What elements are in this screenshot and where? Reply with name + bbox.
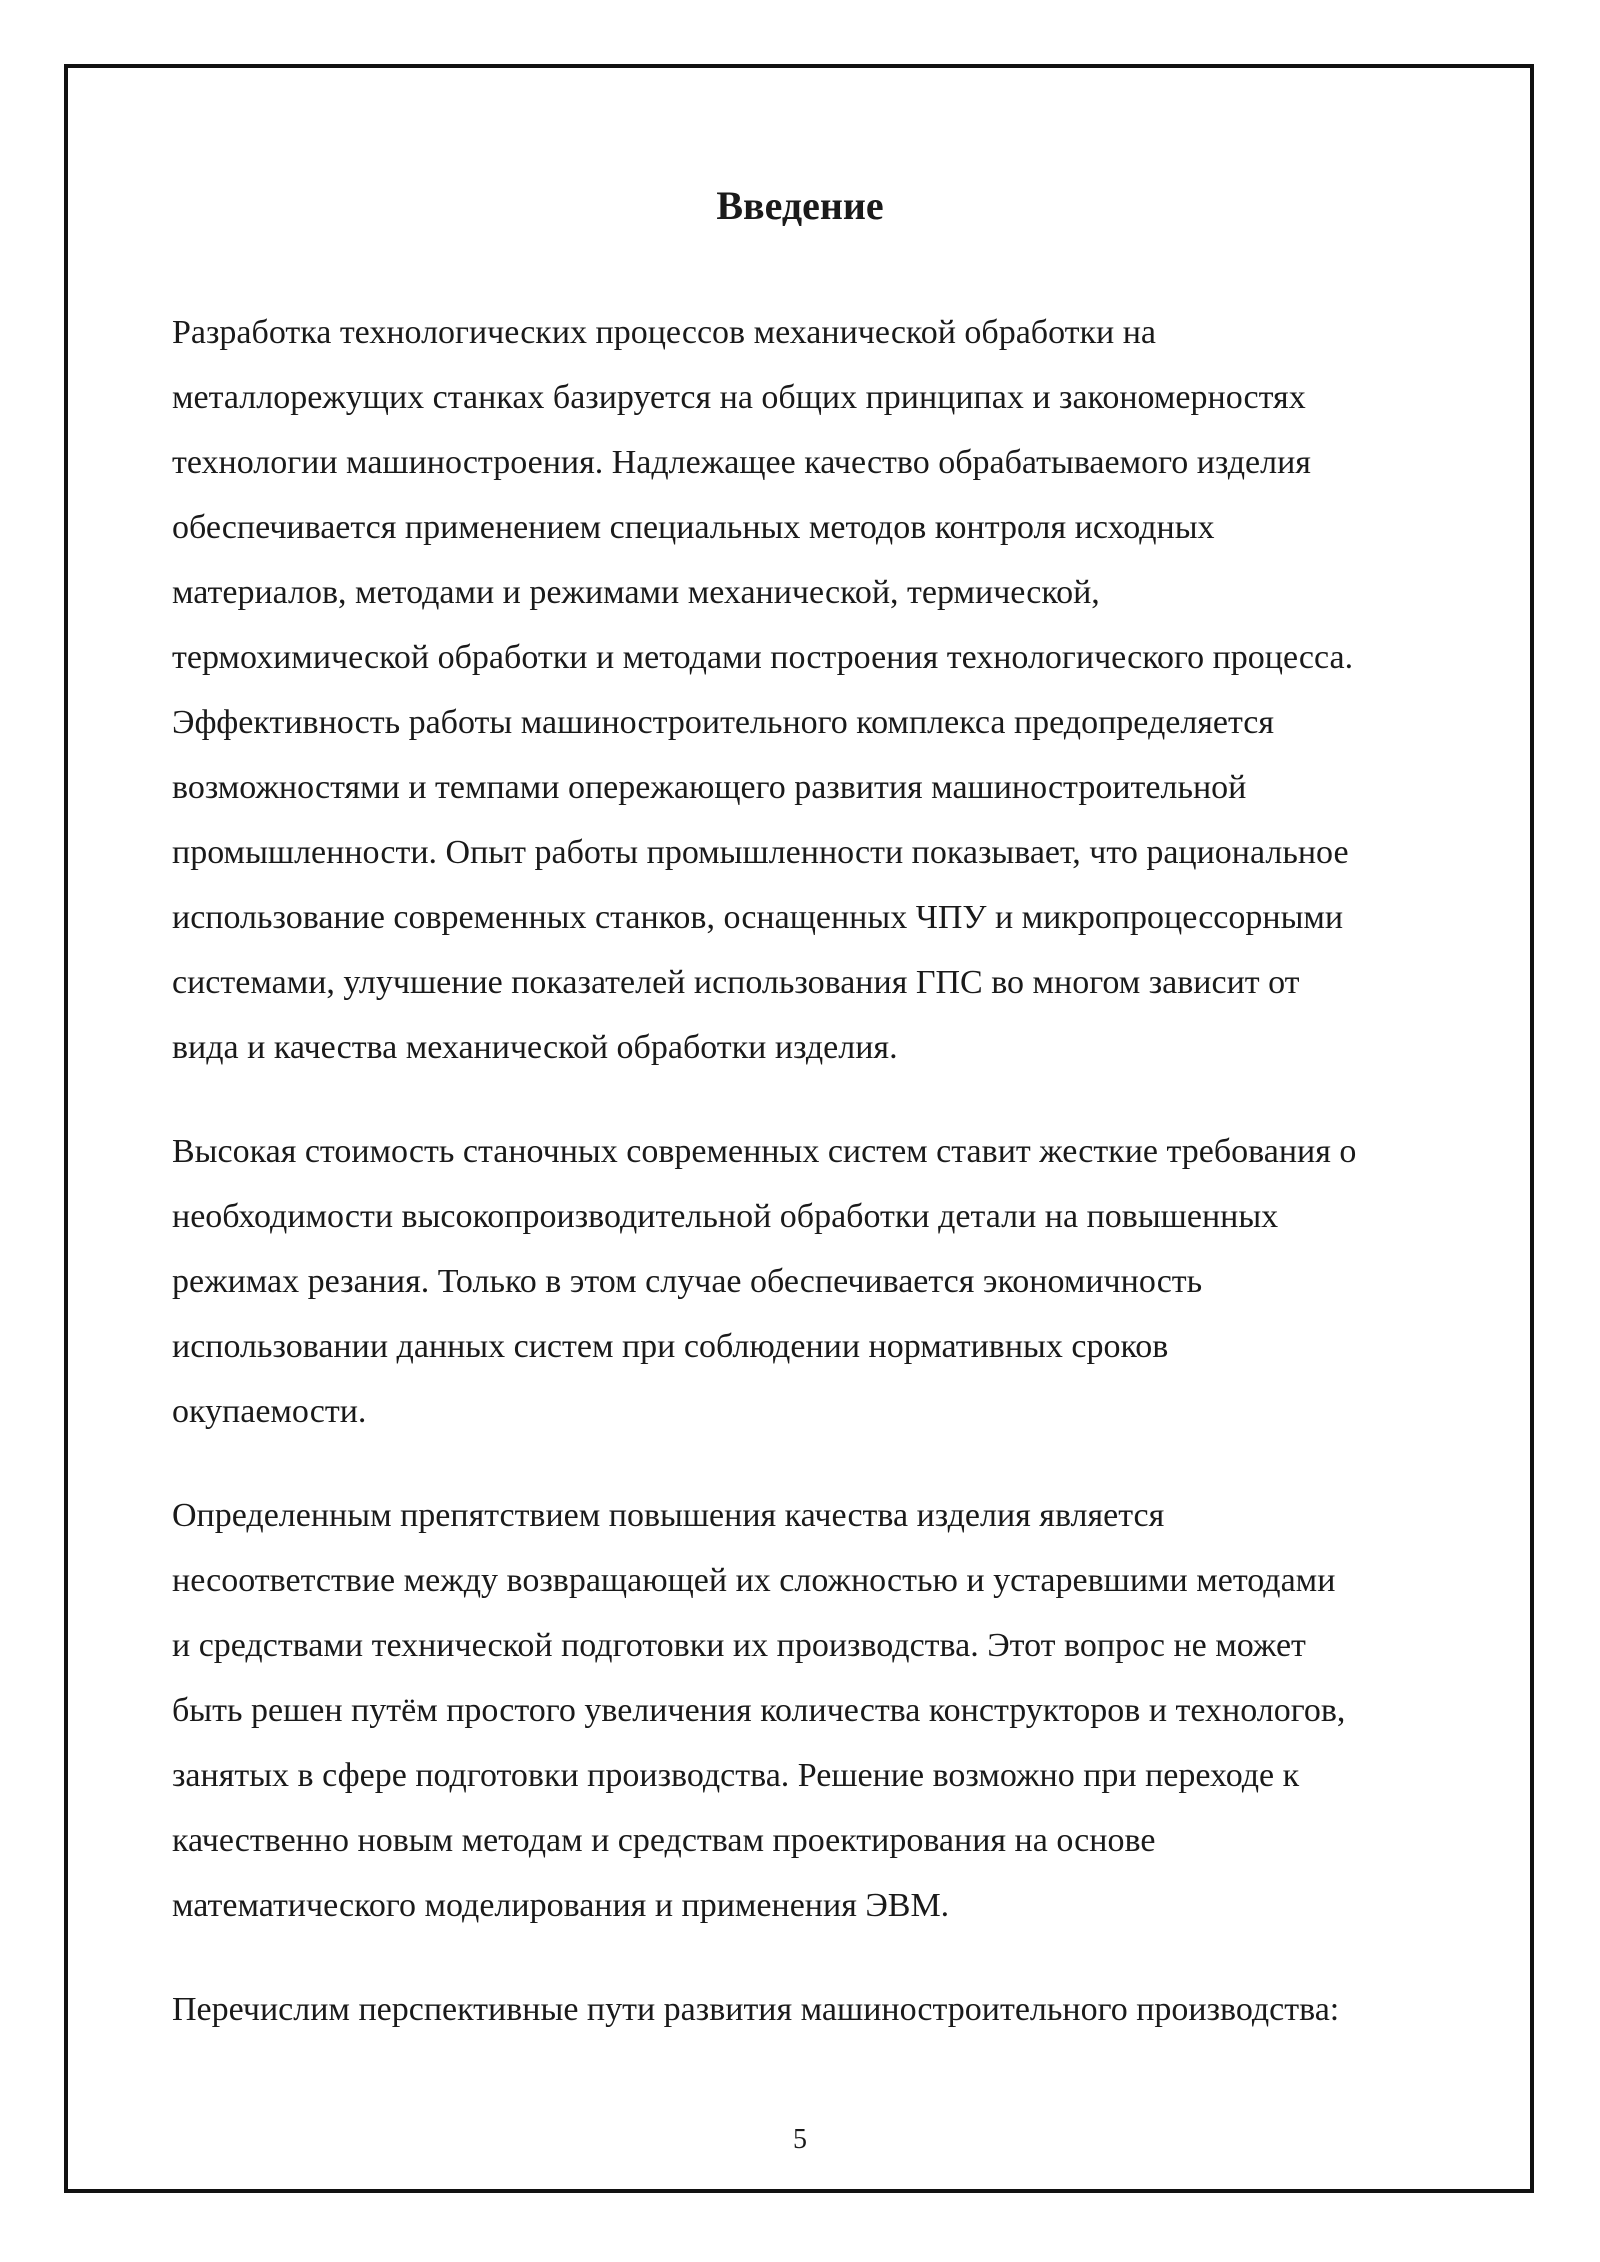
paragraph-4: Перечислим перспективные пути развития машиностроительного производства:	[172, 1991, 1340, 2028]
paragraph-3: Определенным препятствием повышения качества изделия является несоответствие между возвращающей их сложностью и устаревшими методами и средствами технической подготовки их производства. Этот вопрос не может быть решен путём простого увеличения количества конструкторов и технологов, занятых в сфере подготовки производства. Решение возможно при переходе к качественно новым методам и средствам проектирования на основе математического моделирования и применения ЭВМ.	[172, 1497, 1346, 1924]
page-number: 5	[793, 2124, 807, 2155]
page-title: Введение	[716, 183, 884, 228]
paragraph-2: Высокая стоимость станочных современных систем ставит жесткие требования о необходимости высокопроизводительной обработки детали на повышенных режимах резания. Только в этом случае обеспечивается экономичность использовании данных систем при соблюдении нормативных сроков окупаемости.	[172, 1133, 1357, 1430]
paragraph-1: Разработка технологических процессов механической обработки на металлорежущих станках базируется на общих принципах и закономерностях технологии машиностроения. Надлежащее качество обрабатываемого изделия обеспечивается применением специальных методов контроля исходных материалов, методами и режимами механической, термической, термохимической обработки и методами построения технологического процесса. Эффективность работы машиностроительного комплекса предопределяется возможностями и темпами опережающего развития машиностроительной промышленности. Опыт работы промышленности показывает, что рациональное использование современных станков, оснащенных ЧПУ и микропроцессорными системами, улучшение показателей использования ГПС во многом зависит от вида и качества механической обработки изделия.	[172, 314, 1354, 1066]
document-body	[172, 300, 1494, 2081]
